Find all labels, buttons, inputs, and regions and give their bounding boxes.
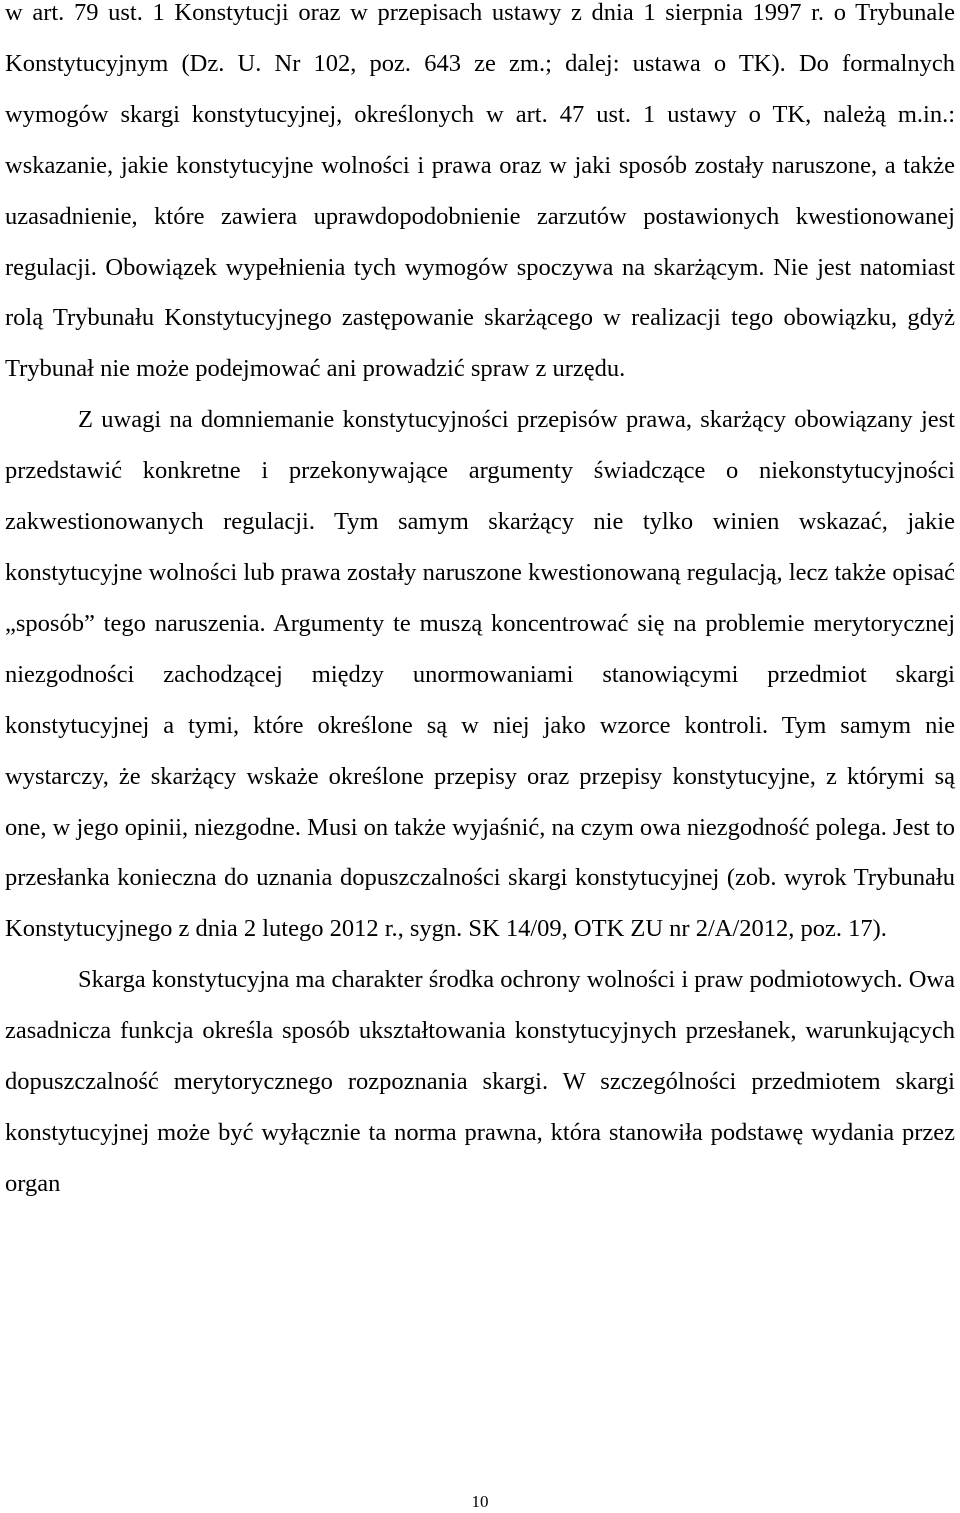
document-page	[5, 0, 955, 1210]
paragraph-constitutional-complaint-character: Skarga konstytucyjna ma charakter środka ochrony wolności i praw podmiotowych. Owa zasadnicza funkcja określa sposób ukształtowania konstytucyjnych przesłanek, warunkujących dopuszczalność merytorycznego rozpoznania skargi. W szczególności przedmiotem skargi konstytucyjnej może być wyłącznie ta norma prawna, która stanowiła podstawę wydania przez organ	[5, 966, 955, 1197]
page-number: 10	[471, 1492, 489, 1511]
paragraph-continuation: w art. 79 ust. 1 Konstytucji oraz w przepisach ustawy z dnia 1 sierpnia 1997 r. o Trybunale Konstytucyjnym (Dz. U. Nr 102, poz. 643 ze zm.; dalej: ustawa o TK). Do formalnych wymogów skargi konstytucyjnej, określonych w art. 47 ust. 1 ustawy o TK, należą m.in.: wskazanie, jakie konstytucyjne wolności i prawa oraz w jaki sposób zostały naruszone, a także uzasadnienie, które zawiera uprawdopodobnienie zarzutów postawionych kwestionowanej regulacji. Obowiązek wypełnienia tych wymogów spoczywa na skarżącym. Nie jest natomiast rolą Trybunału Konstytucyjnego zastępowanie skarżącego w realizacji tego obowiązku, gdyż Trybunał nie może podejmować ani prowadzić spraw z urzędu.	[5, 0, 955, 383]
paragraph-presumption-of-constitutionality: Z uwagi na domniemanie konstytucyjności przepisów prawa, skarżący obowiązany jest przedstawić konkretne i przekonywające argumenty świadczące o niekonstytucyjności zakwestionowanych regulacji. Tym samym skarżący nie tylko winien wskazać, jakie konstytucyjne wolności lub prawa zostały naruszone kwestionowaną regulacją, lecz także opisać „sposób” tego naruszenia. Argumenty te muszą koncentrować się na problemie merytorycznej niezgodności zachodzącej między unormowaniami stanowiącymi przedmiot skargi konstytucyjnej a tymi, które określone są w niej jako wzorce kontroli. Tym samym nie wystarczy, że skarżący wskaże określone przepisy oraz przepisy konstytucyjne, z którymi są one, w jego opinii, niezgodne. Musi on także wyjaśnić, na czym owa niezgodność polega. Jest to przesłanka konieczna do uznania dopuszczalności skargi konstytucyjnej (zob. wyrok Trybunału Konstytucyjnego z dnia 2 lutego 2012 r., sygn. SK 14/09, OTK ZU nr 2/A/2012, poz. 17).	[5, 406, 955, 943]
